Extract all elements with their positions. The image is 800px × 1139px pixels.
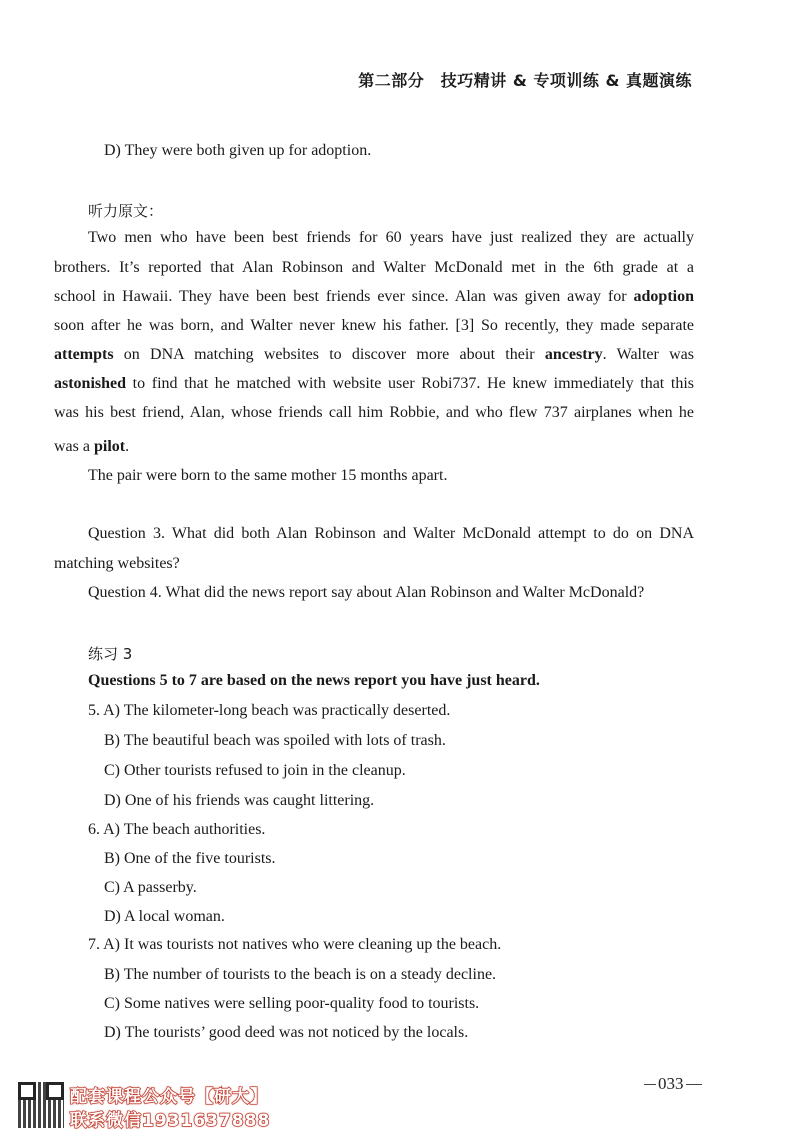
q7-option-d: D) The tourists’ good deed was not noticed by the locals. [104, 1024, 469, 1041]
transcript-line-3 [54, 287, 694, 307]
transcript-line-3-text: school in Hawaii. They have been best friends ever since. Alan was given away for [54, 288, 627, 305]
q6-option-b: B) One of the five tourists. [104, 850, 276, 867]
question-3-line-1: Question 3. What did both Alan Robinson and Walter McDonald attempt to do on DNA [88, 525, 694, 542]
keyword-astonished: astonished [54, 375, 127, 392]
transcript-line-4: soon after he was born, and Walter never knew his father. [3] So recently, they made separate [54, 317, 694, 334]
transcript-line-5-text: on DNA matching websites to discover more about their [113, 346, 545, 363]
transcript-line-1: Two men who have been best friends for 60 years have just realized they are actually [88, 229, 694, 246]
question-4: Question 4. What did the news report say about Alan Robinson and Walter McDonald? [88, 584, 645, 601]
practice-instruction: Questions 5 to 7 are based on the news report you have just heard. [88, 672, 540, 689]
page-number: 033 [658, 1074, 684, 1093]
question-3-line-2: matching websites? [54, 555, 180, 572]
footer-promo-line-1: 配套课程公众号【研大】 [70, 1087, 268, 1107]
q6-option-d: D) A local woman. [104, 908, 225, 925]
transcript-line-6 [54, 374, 694, 394]
transcript-line-8-end: . [125, 438, 130, 455]
qr-code-image [18, 1082, 64, 1128]
transcript-heading: 听力原文： [88, 202, 164, 220]
q7-option-c: C) Some natives were selling poor-quality food to tourists. [104, 995, 480, 1012]
transcript-line-9: The pair were born to the same mother 15 months apart. [88, 467, 448, 484]
transcript-line-5 [54, 345, 694, 365]
transcript-line-8-text: was a [54, 438, 94, 455]
q6-option-a: 6. A) The beach authorities. [88, 821, 266, 838]
transcript-line-6-text: to find that he matched with website user Robi737. He knew immediately that this [126, 375, 694, 392]
previous-option-d: D) They were both given up for adoption. [104, 142, 372, 159]
footer-promo-line-2: 联系微信1931637888 [70, 1111, 271, 1131]
page-header: 第二部分 技巧精讲 & 专项训练 & 真题演练 [358, 71, 692, 90]
q7-option-b: B) The number of tourists to the beach is on a steady decline. [104, 966, 497, 983]
q5-option-b: B) The beautiful beach was spoiled with lots of trash. [104, 732, 446, 749]
keyword-attempts: attempts [54, 346, 114, 363]
q5-option-a: 5. A) The kilometer-long beach was practically deserted. [88, 702, 451, 719]
q5-option-c: C) Other tourists refused to join in the cleanup. [104, 762, 406, 779]
practice-heading: 练习 3 [88, 645, 133, 663]
transcript-line-8 [54, 437, 129, 457]
keyword-adoption: adoption [633, 288, 694, 305]
transcript-line-2: brothers. It’s reported that Alan Robinson and Walter McDonald met in the 6th grade at a [54, 259, 694, 276]
transcript-line-5-end: . Walter was [602, 346, 694, 363]
q6-option-c: C) A passerby. [104, 879, 197, 896]
q5-option-d: D) One of his friends was caught littering. [104, 792, 375, 809]
keyword-ancestry: ancestry [544, 346, 603, 363]
transcript-line-7: was his best friend, Alan, whose friends call him Robbie, and who flew 737 airplanes when he [54, 404, 694, 421]
keyword-pilot: pilot [93, 438, 126, 455]
q7-option-a: 7. A) It was tourists not natives who were cleaning up the beach. [88, 936, 502, 953]
